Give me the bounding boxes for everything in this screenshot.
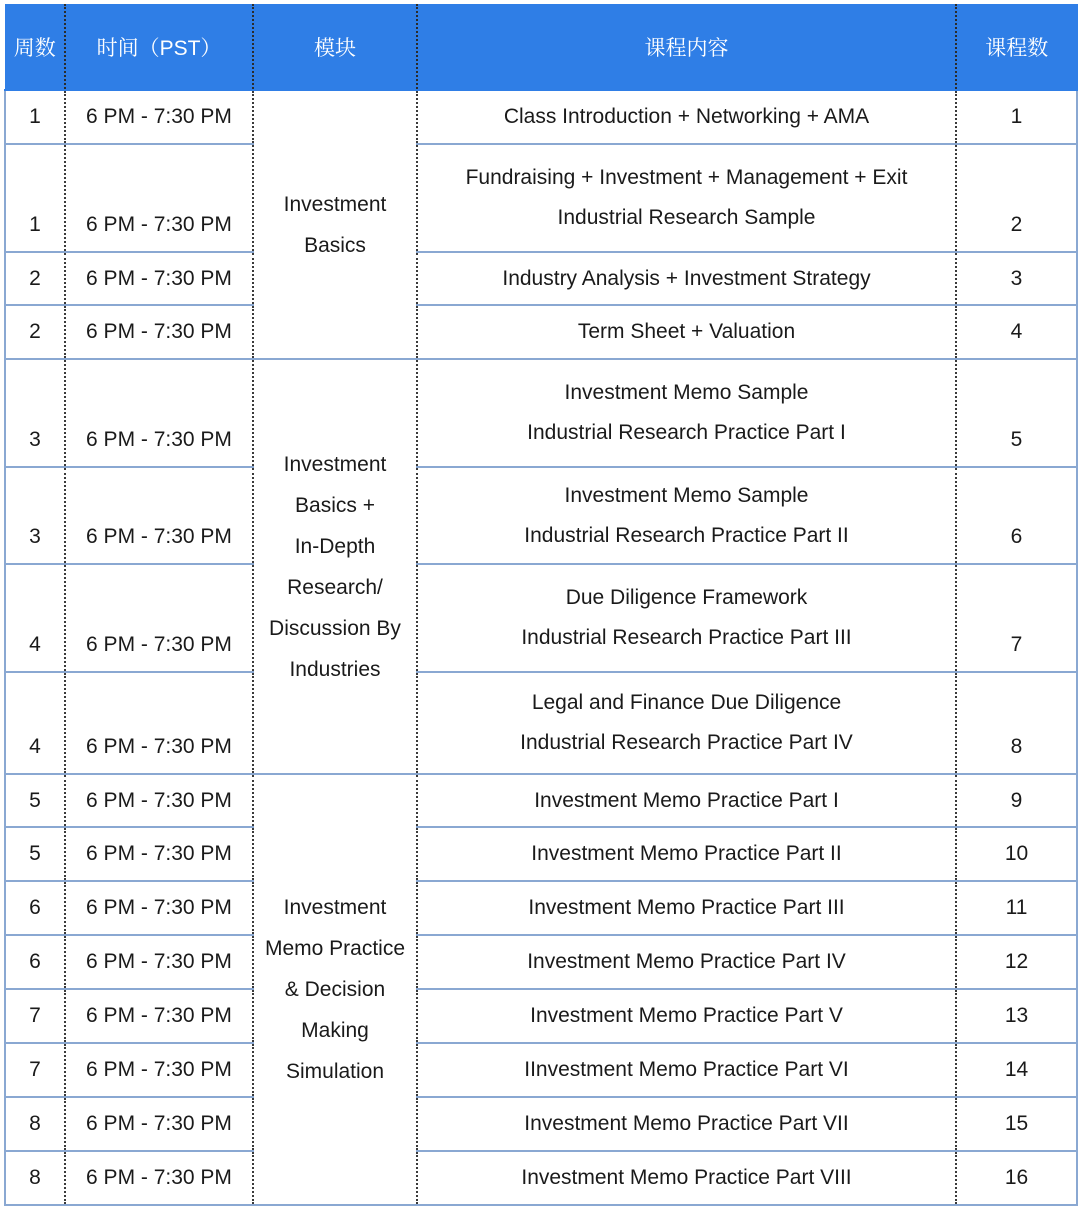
week-cell: 3 — [5, 467, 65, 564]
header-module: 模块 — [253, 5, 417, 91]
schedule-table — [4, 4, 1078, 1206]
module-line: Basics — [304, 233, 366, 257]
content-cell — [417, 1097, 956, 1151]
content-line: Investment Memo Sample — [564, 483, 809, 507]
time-cell: 6 PM - 7:30 PM — [65, 90, 253, 144]
table-row — [5, 252, 1077, 305]
week-cell: 4 — [5, 672, 65, 774]
time-cell: 6 PM - 7:30 PM — [65, 774, 253, 827]
time-cell: 6 PM - 7:30 PM — [65, 144, 253, 252]
content-line: Fundraising + Investment + Management + Exit — [465, 166, 908, 189]
module-line: Investment — [283, 452, 387, 476]
week-cell: 2 — [5, 252, 65, 305]
content-line: Legal and Finance Due Diligence — [531, 691, 842, 714]
time-cell: 6 PM - 7:30 PM — [65, 359, 253, 467]
content-cell — [417, 1043, 956, 1097]
count-cell: 7 — [956, 564, 1077, 672]
week-cell: 7 — [5, 989, 65, 1043]
table-row — [5, 359, 1077, 467]
count-cell: 11 — [956, 881, 1077, 935]
count-cell: 13 — [956, 989, 1077, 1043]
table-row — [5, 1151, 1077, 1205]
content-cell — [417, 144, 956, 252]
count-cell: 3 — [956, 252, 1077, 305]
content-line: Investment Memo Practice Part VIII — [521, 1166, 852, 1189]
week-cell: 6 — [5, 935, 65, 989]
table-row — [5, 1097, 1077, 1151]
count-cell: 8 — [956, 672, 1077, 774]
content-cell — [417, 305, 956, 359]
content-line: Industrial Research Sample — [557, 206, 816, 229]
content-cell — [417, 881, 956, 935]
count-cell: 4 — [956, 305, 1077, 359]
count-cell: 14 — [956, 1043, 1077, 1097]
content-line: Industrial Research Practice Part III — [521, 626, 852, 649]
count-cell: 12 — [956, 935, 1077, 989]
table-row — [5, 881, 1077, 935]
content-cell — [417, 90, 956, 144]
table-row — [5, 935, 1077, 989]
course-schedule — [4, 4, 1078, 1206]
time-cell: 6 PM - 7:30 PM — [65, 467, 253, 564]
module-line: Memo Practice — [264, 937, 406, 960]
header-content: 课程内容 — [417, 5, 956, 91]
module-cell — [253, 90, 417, 359]
content-line: Investment Memo Sample — [564, 381, 809, 404]
count-cell: 2 — [956, 144, 1077, 252]
week-cell: 2 — [5, 305, 65, 359]
week-cell: 5 — [5, 774, 65, 827]
header-count: 课程数 — [956, 5, 1077, 91]
count-cell: 5 — [956, 359, 1077, 467]
count-cell: 16 — [956, 1151, 1077, 1205]
table-row — [5, 989, 1077, 1043]
table-row — [5, 827, 1077, 881]
week-cell: 7 — [5, 1043, 65, 1097]
module-line: Basics + — [295, 493, 375, 517]
header-week: 周数 — [5, 5, 65, 91]
table-row — [5, 90, 1077, 144]
time-cell: 6 PM - 7:30 PM — [65, 827, 253, 881]
module-cell — [253, 359, 417, 774]
content-cell — [417, 827, 956, 881]
content-line: Industry Analysis + Investment Strategy — [502, 266, 871, 290]
header-time: 时间（PST） — [65, 5, 253, 91]
content-line: Term Sheet + Valuation — [577, 320, 796, 343]
module-line: & Decision — [284, 978, 386, 1001]
module-line: Investment — [283, 896, 387, 919]
content-line: Industrial Research Practice Part I — [527, 421, 846, 444]
table-row — [5, 1043, 1077, 1097]
content-line: Investment Memo Practice Part IV — [527, 950, 846, 973]
content-line: IInvestment Memo Practice Part VI — [524, 1058, 849, 1081]
content-line: Industrial Research Practice Part IV — [520, 731, 853, 754]
content-cell — [417, 989, 956, 1043]
count-cell: 6 — [956, 467, 1077, 564]
time-cell: 6 PM - 7:30 PM — [65, 252, 253, 305]
time-cell: 6 PM - 7:30 PM — [65, 672, 253, 774]
module-line: Making — [301, 1019, 369, 1042]
week-cell: 5 — [5, 827, 65, 881]
content-cell — [417, 467, 956, 564]
count-cell: 15 — [956, 1097, 1077, 1151]
time-cell: 6 PM - 7:30 PM — [65, 305, 253, 359]
module-line: In-Depth — [294, 534, 376, 558]
content-cell — [417, 359, 956, 467]
table-row — [5, 564, 1077, 672]
module-line: Industries — [289, 657, 381, 681]
module-cell — [253, 774, 417, 1205]
count-cell: 1 — [956, 90, 1077, 144]
content-cell — [417, 672, 956, 774]
table-row — [5, 774, 1077, 827]
content-cell — [417, 564, 956, 672]
content-line: Investment Memo Practice Part V — [530, 1004, 843, 1027]
content-cell — [417, 935, 956, 989]
time-cell: 6 PM - 7:30 PM — [65, 1151, 253, 1205]
week-cell: 4 — [5, 564, 65, 672]
time-cell: 6 PM - 7:30 PM — [65, 935, 253, 989]
module-line: Investment — [283, 192, 387, 216]
table-row — [5, 672, 1077, 774]
content-cell — [417, 1151, 956, 1205]
week-cell: 1 — [5, 144, 65, 252]
header-row — [5, 5, 1077, 91]
time-cell: 6 PM - 7:30 PM — [65, 1097, 253, 1151]
content-line: Investment Memo Practice Part I — [534, 788, 839, 812]
content-line: Investment Memo Practice Part II — [531, 842, 842, 865]
table-row — [5, 144, 1077, 252]
count-cell: 10 — [956, 827, 1077, 881]
week-cell: 8 — [5, 1151, 65, 1205]
content-line: Due Diligence Framework — [565, 586, 808, 609]
count-cell: 9 — [956, 774, 1077, 827]
module-line: Discussion By — [269, 616, 401, 640]
content-cell — [417, 774, 956, 827]
table-row — [5, 467, 1077, 564]
time-cell: 6 PM - 7:30 PM — [65, 1043, 253, 1097]
time-cell: 6 PM - 7:30 PM — [65, 989, 253, 1043]
time-cell: 6 PM - 7:30 PM — [65, 564, 253, 672]
table-row — [5, 305, 1077, 359]
content-line: Investment Memo Practice Part VII — [524, 1112, 849, 1135]
week-cell: 6 — [5, 881, 65, 935]
module-line: Research/ — [287, 575, 383, 599]
content-cell — [417, 252, 956, 305]
content-line: Industrial Research Practice Part II — [524, 523, 849, 547]
content-line: Investment Memo Practice Part III — [528, 896, 845, 919]
time-cell: 6 PM - 7:30 PM — [65, 881, 253, 935]
content-line: Class Introduction + Networking + AMA — [503, 105, 870, 128]
week-cell: 3 — [5, 359, 65, 467]
module-line: Simulation — [285, 1060, 385, 1083]
week-cell: 1 — [5, 90, 65, 144]
week-cell: 8 — [5, 1097, 65, 1151]
